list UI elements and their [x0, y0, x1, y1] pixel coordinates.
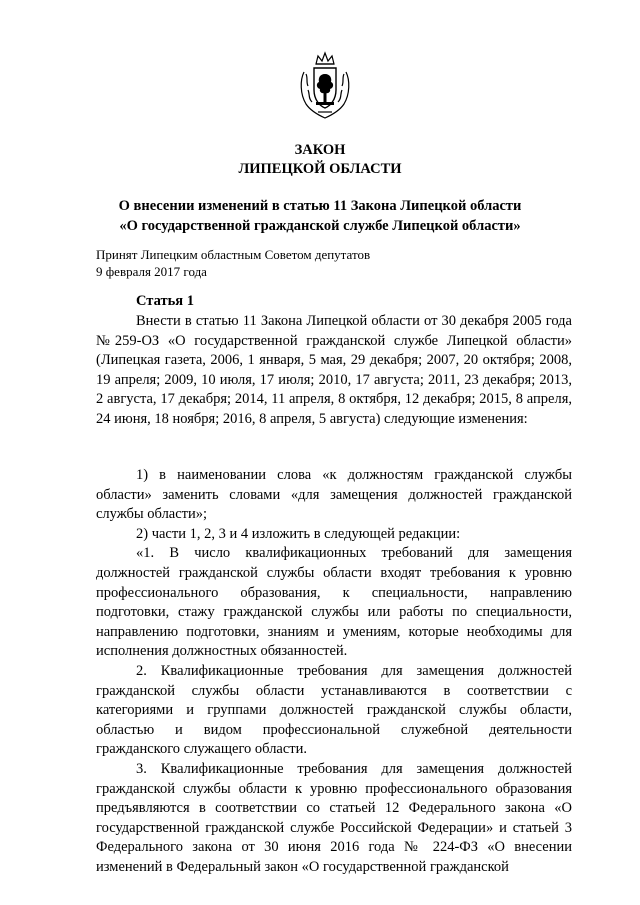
- part-3-paragraph: 3. Квалификационные требования для замещения должностей гражданской службы области к уровню профессионального образования предъявляются в соответствии со статьей 12 Федерального закона «О государственной гражданской службе Российской Федерации» и статьей 3 Федерального закона от 30 июня 2016 года № 224-ФЗ «О внесении изменений в Федеральный закон «О государственной гражданской: [96, 760, 572, 875]
- law-subtitle: [0, 196, 640, 236]
- law-subtitle-line1: О внесении изменений в статью 11 Закона Липецкой области: [118, 198, 522, 214]
- article-items-block: [96, 466, 572, 877]
- part-1-paragraph: «1. В число квалификационных требований для замещения должностей гражданской службы области входят требования к уровню профессионального образования, к специальности, направлению подготовки, стажу гражданской службы или работы по специальности, направлению подготовки, знаниям и умениям, которые необходимы для исполнения должностных обязанностей.: [96, 545, 572, 660]
- adoption-note: [96, 246, 370, 280]
- article-intro-paragraph: Внести в статью 11 Закона Липецкой области от 30 декабря 2005 года №259-ОЗ «О государственной гражданской службе Липецкой области» (Липецкая газета, 2006, 1 января, 5 мая, 29 декабря; 2007, 20 октября; 2008, 19 апреля; 2009, 10 июля, 17 июля; 2010, 17 августа; 2011, 23 декабря; 2013, 2 августа, 17 декабря; 2014, 11 апреля, 8 октября, 12 декабря; 2015, 8 апреля, 24 июня, 18 ноября; 2016, 8 апреля, 5 августа) следующие изменения:: [96, 313, 572, 427]
- coat-of-arms-emblem: [296, 50, 354, 120]
- item-1-paragraph: 1) в наименовании слова «к должностям гражданской службы области» заменить словами «для замещения должностей гражданской службы области»;: [96, 467, 572, 523]
- item-2-paragraph: 2) части 1, 2, 3 и 4 изложить в следующей редакции:: [136, 525, 461, 542]
- article-intro-block: [96, 312, 572, 430]
- article-heading: Статья 1: [136, 293, 194, 309]
- law-title-line1: ЗАКОН: [294, 142, 346, 158]
- law-title-line2: ЛИПЕЦКОЙ ОБЛАСТИ: [238, 161, 402, 177]
- part-2-paragraph: 2. Квалификационные требования для замещения должностей гражданской службы области устанавливаются в соответствии с категориями и группами должностей гражданской службы области, областью и видом профессиональной служебной деятельности гражданского служащего области.: [96, 662, 572, 758]
- law-subtitle-line2: «О государственной гражданской службе Липецкой области»: [119, 218, 521, 234]
- adoption-note-line1: Принят Липецким областным Советом депутатов: [96, 247, 371, 262]
- adoption-date: 9 февраля 2017 года: [96, 264, 207, 279]
